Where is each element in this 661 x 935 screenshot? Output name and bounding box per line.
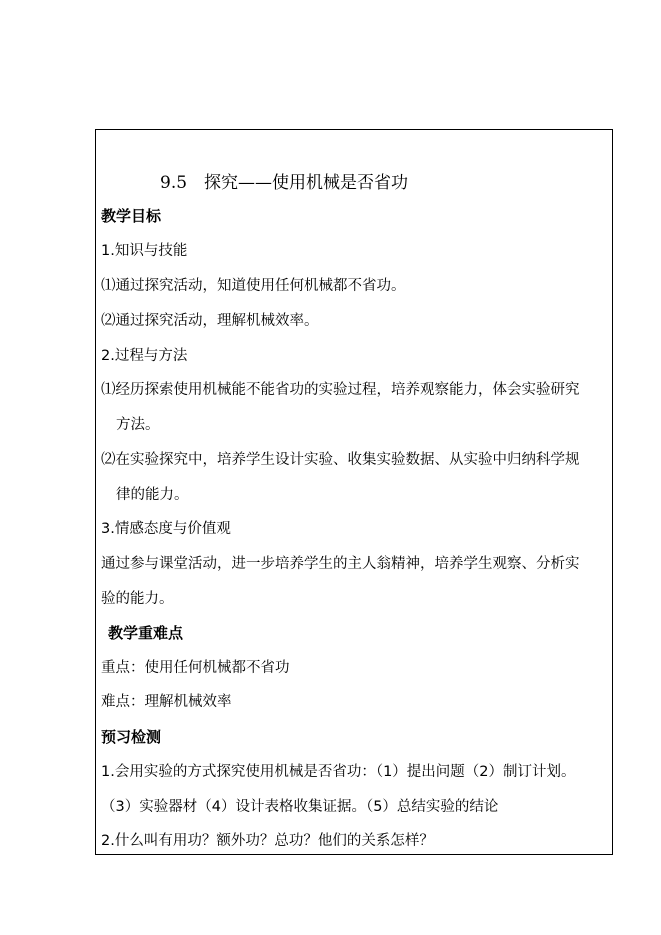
- knowledge-heading: 1.知识与技能: [101, 243, 188, 259]
- key-point: 重点：使用任何机械都不省功: [101, 660, 290, 676]
- process-item-2-line-2: 律的能力。: [116, 487, 189, 503]
- emotion-text-line-1: 通过参与课堂活动，进一步培养学生的主人翁精神，培养学生观察、分析实: [101, 556, 580, 572]
- process-heading: 2.过程与方法: [101, 348, 188, 364]
- key-difficult-heading: 教学重难点: [108, 624, 184, 642]
- preview-heading: 预习检测: [101, 728, 162, 746]
- process-item-2-line-1: ⑵在实验探究中，培养学生设计实验、收集实验数据、从实验中归纳科学规: [101, 452, 580, 468]
- process-item-1-line-1: ⑴经历探索使用机械能不能省功的实验过程，培养观察能力，体会实验研究: [101, 382, 580, 398]
- process-item-1-line-2: 方法。: [116, 417, 160, 433]
- knowledge-item-2: ⑵通过探究活动，理解机械效率。: [101, 313, 319, 329]
- preview-item-1-line-1: 1.会用实验的方式探究使用机械是否省功：（1）提出问题（2）制订计划。: [101, 764, 576, 780]
- page-title: 9.5 探究——使用机械是否省功: [160, 173, 409, 193]
- preview-item-1-line-2: （3）实验器材（4）设计表格收集证据。（5）总结实验的结论: [101, 799, 499, 815]
- emotion-text-line-2: 验的能力。: [101, 591, 174, 607]
- goals-heading: 教学目标: [101, 207, 162, 225]
- knowledge-item-1: ⑴通过探究活动，知道使用任何机械都不省功。: [101, 278, 406, 294]
- preview-item-2: 2.什么叫有用功？额外功？总功？他们的关系怎样？: [101, 833, 434, 849]
- difficult-point: 难点：理解机械效率: [101, 694, 232, 710]
- emotion-heading: 3.情感态度与价值观: [101, 521, 231, 537]
